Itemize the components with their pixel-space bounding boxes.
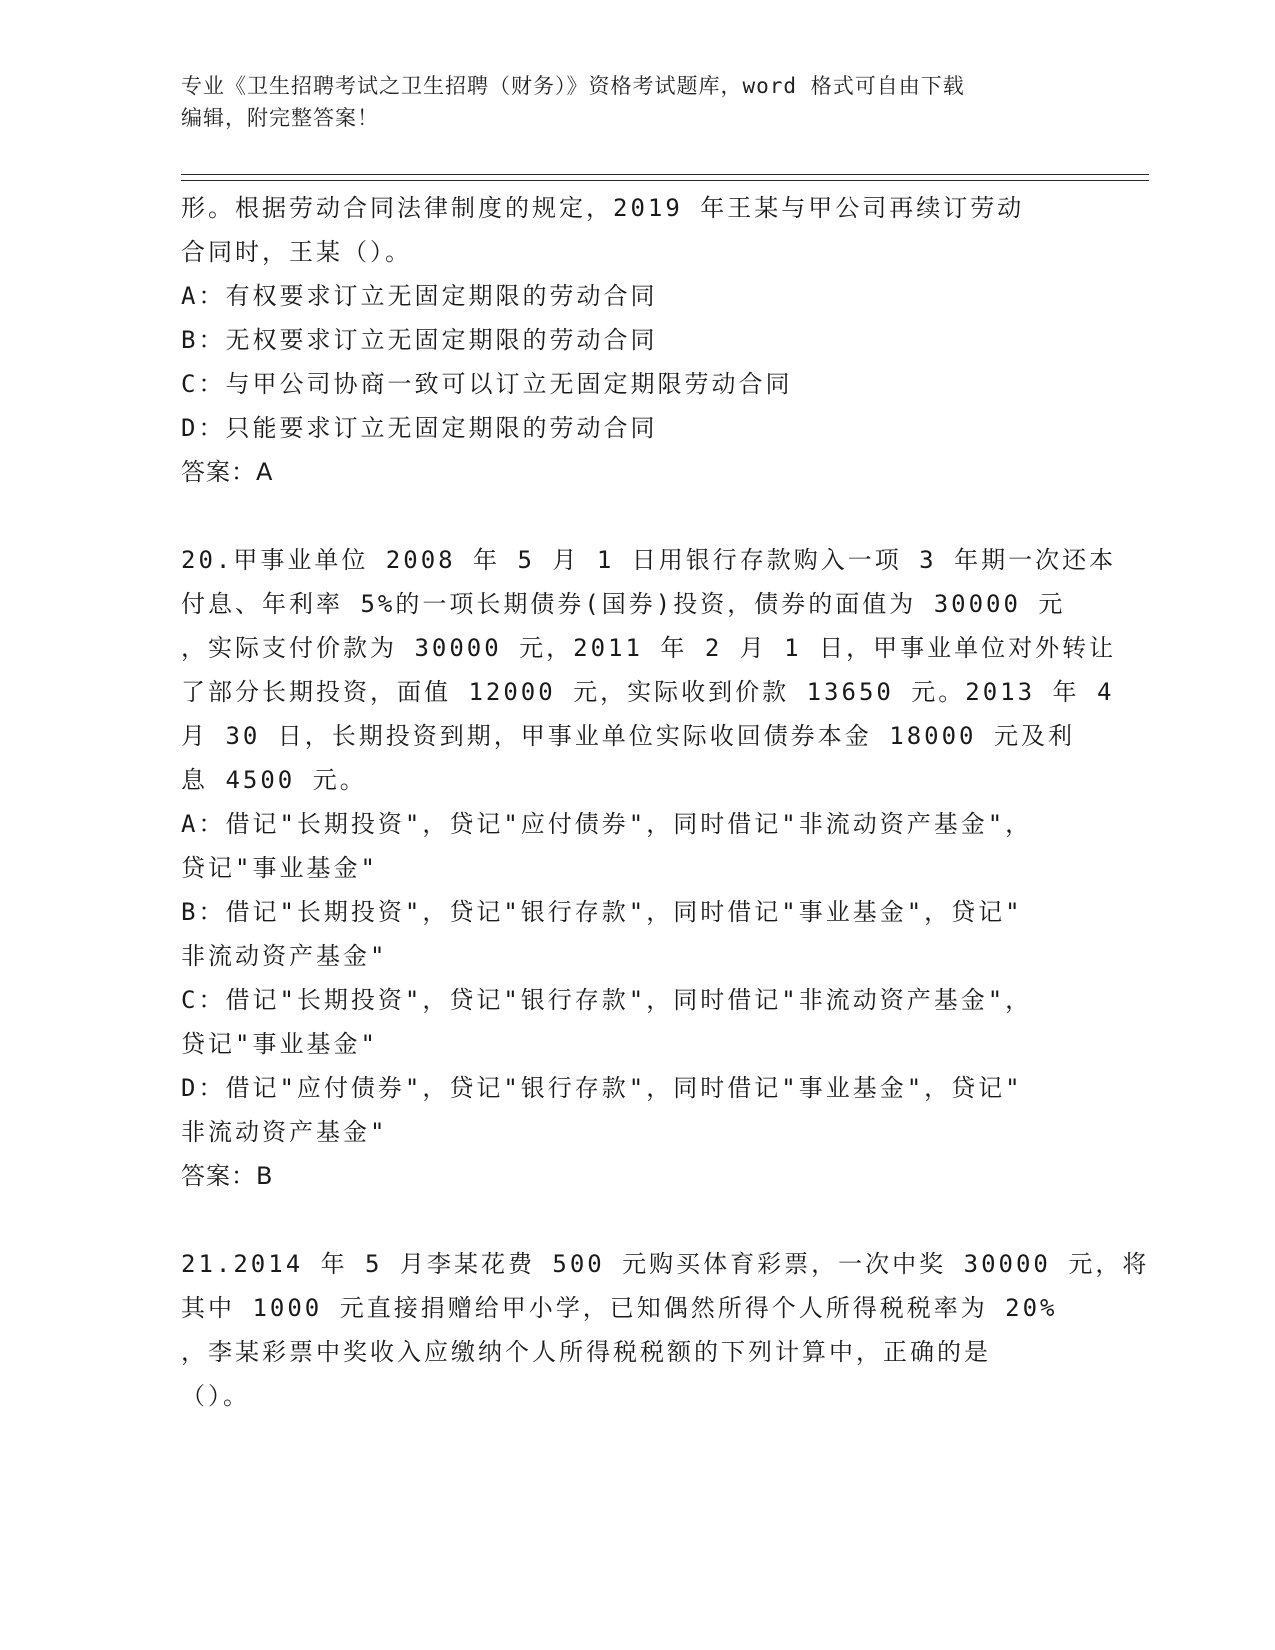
question-20 (181, 538, 1117, 1198)
option-d-continuation: 非流动资产基金" (181, 1118, 388, 1146)
option-a-continuation: 贷记"事业基金" (181, 854, 378, 882)
option-d: D：只能要求订立无固定期限的劳动合同 (181, 414, 658, 442)
answer-label: 答案：A (181, 458, 274, 486)
question-stem-line: 月 30 日，长期投资到期，甲事业单位实际收回债券本金 18000 元及利 (181, 722, 1075, 750)
header-divider-top (181, 174, 1149, 175)
question-stem-line: ，李某彩票中奖收入应缴纳个人所得税税额的下列计算中，正确的是 (181, 1338, 991, 1366)
option-b: B：无权要求订立无固定期限的劳动合同 (181, 326, 658, 354)
header-divider-bottom (181, 180, 1149, 181)
question-stem-line: 形。根据劳动合同法律制度的规定，2019 年王某与甲公司再续订劳动 (181, 194, 1025, 222)
option-c-continuation: 贷记"事业基金" (181, 1030, 378, 1058)
question-stem-line: 付息、年利率 5%的一项长期债券(国券)投资，债券的面值为 30000 元 (181, 590, 1066, 618)
option-b-continuation: 非流动资产基金" (181, 942, 388, 970)
question-stem-line: 合同时，王某（）。 (181, 238, 412, 266)
question-stem-line: 其中 1000 元直接捐赠给甲小学，已知偶然所得个人所得税税率为 20% (181, 1294, 1058, 1322)
page-header (181, 70, 1061, 134)
question-19 (181, 186, 1081, 494)
question-stem-line: （）。 (181, 1382, 250, 1410)
question-stem-line: 息 4500 元。 (181, 766, 367, 794)
question-stem-line: 了部分长期投资，面值 12000 元，实际收到价款 13650 元。2013 年 4 (181, 678, 1115, 706)
question-stem-line: 21.2014 年 5 月李某花费 500 元购买体育彩票，一次中奖 30000 元，将 (181, 1250, 1150, 1278)
question-spacer (181, 494, 1081, 538)
header-title-line-1: 专业《卫生招聘考试之卫生招聘（财务）》资格考试题库，word 格式可自由下载 (181, 74, 965, 98)
question-stem-line: 20.甲事业单位 2008 年 5 月 1 日用银行存款购入一项 3 年期一次还本 (181, 546, 1117, 574)
question-spacer (181, 1198, 1081, 1242)
option-a: A：借记"长期投资"，贷记"应付债券"，同时借记"非流动资产基金"， (181, 810, 1033, 838)
header-title-line-2: 编辑，附完整答案！ (181, 106, 379, 130)
option-a: A：有权要求订立无固定期限的劳动合同 (181, 282, 658, 310)
option-c: C：与甲公司协商一致可以订立无固定期限劳动合同 (181, 370, 793, 398)
option-b: B：借记"长期投资"，贷记"银行存款"，同时借记"事业基金"，贷记" (181, 898, 1023, 926)
question-stem-line: ，实际支付价款为 30000 元，2011 年 2 月 1 日，甲事业单位对外转让 (181, 634, 1117, 662)
answer-label: 答案：B (181, 1162, 274, 1190)
option-c: C：借记"长期投资"，贷记"银行存款"，同时借记"非流动资产基金"， (181, 986, 1033, 1014)
question-content (181, 186, 1150, 1418)
question-21 (181, 1242, 1150, 1418)
option-d: D：借记"应付债券"，贷记"银行存款"，同时借记"事业基金"，贷记" (181, 1074, 1023, 1102)
